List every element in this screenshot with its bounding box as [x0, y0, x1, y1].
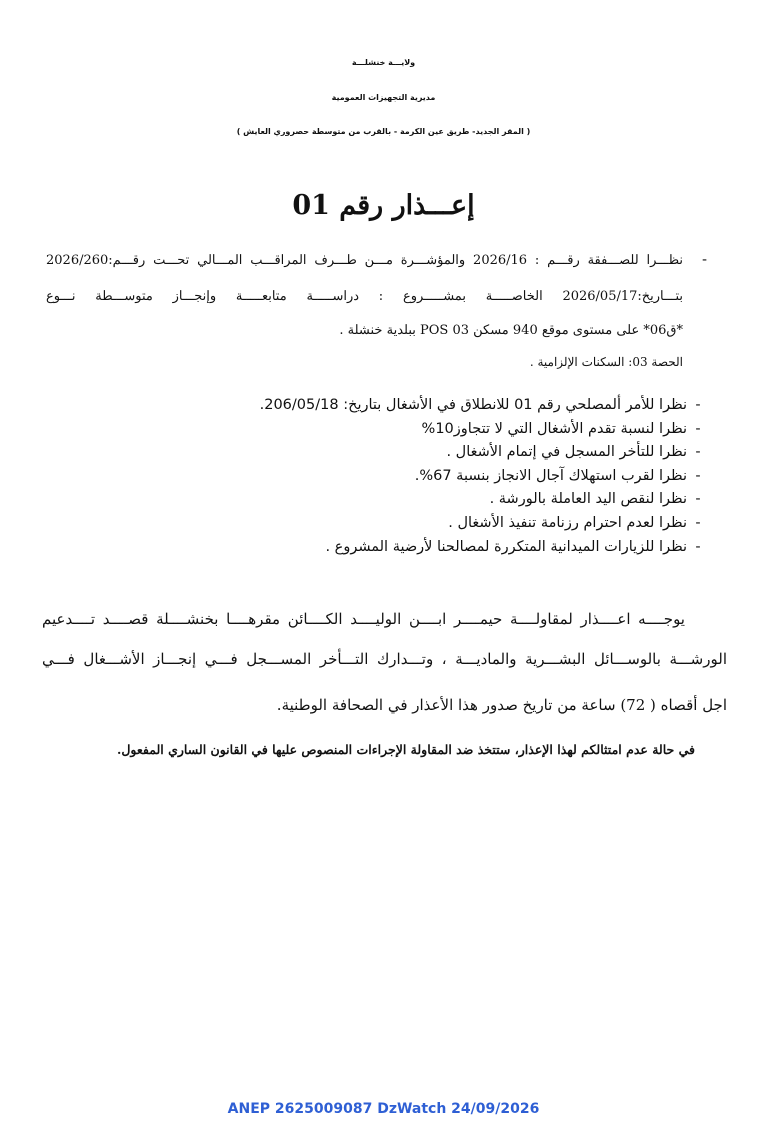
- intro-line-2: بتـــاريخ:2026/05/17 الخاصـــــة بمشـــــروع : دراســـــة متابعـــــة وإنجـــاز متوســـطة نـــوع: [46, 289, 683, 304]
- list-item: -نظرا لنسبة تقدم الأشغال التي لا تتجاوز10%: [421, 420, 701, 437]
- directorate-heading: مديرية التجهيزات العمومية: [331, 93, 436, 102]
- list-item: -نظرا لنقص اليد العاملة بالورشة .: [489, 491, 701, 508]
- body-line-3: اجل أقصاه ( 72) ساعة من تاريخ صدور هذا الأعذار في الصحافة الوطنية.: [276, 696, 727, 714]
- list-item: -نظرا لعدم احترام رزنامة تنفيذ الأشغال .: [448, 514, 701, 531]
- wilaya-heading: ولايـــة خنشلـــة: [351, 58, 416, 67]
- intro-line-4: الحصة 03: السكنات الإلزامية .: [529, 355, 683, 369]
- list-item: -نظرا للزيارات الميدانية المتكررة لمصالحنا لأرضية المشروع .: [325, 538, 701, 555]
- intro-line-3: *ق06* على مستوى موقع 940 مسكن POS 03 ببلدية خنشلة .: [339, 323, 683, 338]
- list-item: -نظرا للأمر ألمصلحي رقم 01 للانطلاق في الأشغال بتاريخ: 206/05/18.: [259, 397, 701, 413]
- body-line-1: يوجــــه اعــــذار لمقاولــــة حيمــــر ابــــن الوليــــد الكــــائن مقرهــــا بخنشــــلة قصــــد تــــدعيم: [42, 610, 685, 628]
- list-item: -نظرا لقرب استهلاك آجال الانجاز بنسبة 67%.: [414, 467, 701, 484]
- list-item: -نظرا للتأخر المسجل في إتمام الأشغال .: [446, 444, 701, 461]
- footer-reference: ANEP 2625009087 DzWatch 24/09/2026: [227, 1101, 540, 1117]
- final-note: في حالة عدم امتثالكم لهذا الإعذار، ستتخذ ضد المقاولة الإجراءات المنصوص عليها في القانون الساري المفعول.: [117, 742, 695, 757]
- intro-dash: -: [701, 252, 707, 268]
- address-heading: ( المقر الجديد- طريق عين الكرمة - بالقرب من متوسطة حصروري العايش ): [236, 127, 531, 136]
- body-line-2: الورشـــة بالوســـائل البشـــرية والماديـــة ، وتـــدارك التـــأخر المســـجل فـــي إنجـــاز الأشـــغال فـــي: [42, 650, 727, 668]
- reasons-list: [260, 394, 709, 559]
- intro-line-1: نظـــرا للصـــفقة رقـــم : 2026/16 والمؤشـــرة مـــن طـــرف المراقـــب المـــالي تحـــت رقـــم:2026/260: [46, 253, 684, 268]
- document-title: إعـــذار رقم 01: [292, 190, 475, 221]
